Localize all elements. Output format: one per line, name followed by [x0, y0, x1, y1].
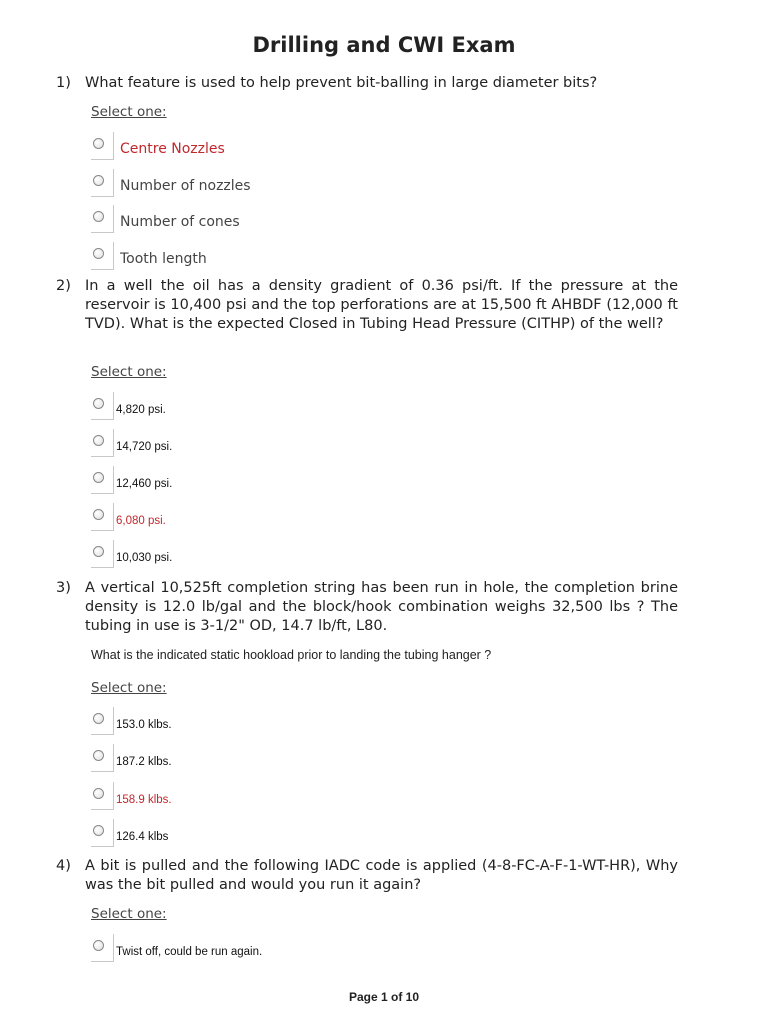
select-one-label: Select one: — [91, 104, 167, 120]
question-text: What feature is used to help prevent bit-balling in large diameter bits? — [85, 75, 598, 91]
select-one-label: Select one: — [91, 906, 167, 922]
page-total: 10 — [405, 990, 420, 1004]
question-subtext: What is the indicated static hookload prior to landing the tubing hanger ? — [91, 648, 492, 662]
page-title: Drilling and CWI Exam — [252, 33, 516, 57]
option-label: Twist off, could be run again. — [116, 946, 263, 958]
option-label: 10,030 psi. — [116, 552, 173, 564]
radio-button[interactable] — [93, 825, 104, 836]
question-2 — [56, 277, 678, 334]
radio-button[interactable] — [93, 398, 104, 409]
question-text: A vertical 10,525ft completion string has been run in hole, the completion brine density is 12.0 lb/gal and the block/hook combination weighs 32,500 lbs ? The tubing in use is 3-1/2" OD, 14.7 lb/ft, L80. — [85, 580, 678, 634]
option-label: 6,080 psi. — [116, 515, 166, 527]
option-label: 14,720 psi. — [116, 441, 173, 453]
question-1 — [56, 74, 678, 93]
radio-button[interactable] — [93, 713, 104, 724]
question-text: A bit is pulled and the following IADC code is applied (4-8-FC-A-F-1-WT-HR), Why was the bit pulled and would you run it again? — [85, 858, 678, 893]
question-4 — [56, 857, 678, 895]
option-label: 12,460 psi. — [116, 478, 173, 490]
radio-button[interactable] — [93, 175, 104, 186]
radio-button[interactable] — [93, 472, 104, 483]
radio-button[interactable] — [93, 248, 104, 259]
question-number: 3) — [56, 580, 71, 596]
radio-button[interactable] — [93, 138, 104, 149]
option-label: 158.9 klbs. — [116, 794, 172, 806]
option-label: 187.2 klbs. — [116, 756, 172, 768]
question-number: 2) — [56, 278, 71, 294]
option-label: Centre Nozzles — [120, 141, 225, 157]
page-footer — [0, 990, 768, 1004]
question-3 — [56, 579, 678, 636]
option-label: 126.4 klbs — [116, 831, 169, 843]
radio-button[interactable] — [93, 940, 104, 951]
page-number: 1 — [380, 990, 388, 1004]
select-one-label: Select one: — [91, 680, 167, 696]
radio-button[interactable] — [93, 750, 104, 761]
option-label: Number of nozzles — [120, 178, 251, 194]
question-number: 1) — [56, 75, 71, 91]
radio-button[interactable] — [93, 211, 104, 222]
question-text: In a well the oil has a density gradient of 0.36 psi/ft. If the pressure at the reservoir is 10,400 psi and the top perforations are at 15,500 ft AHBDF (12,000 ft TVD). What is the expected Closed in Tubing Head Pressure (CITHP) of the well? — [85, 278, 678, 332]
option-label: 4,820 psi. — [116, 404, 166, 416]
radio-button[interactable] — [93, 546, 104, 557]
radio-button[interactable] — [93, 788, 104, 799]
footer-mid: of — [387, 990, 406, 1004]
option-label: Tooth length — [120, 251, 207, 267]
option-label: 153.0 klbs. — [116, 719, 172, 731]
select-one-label: Select one: — [91, 364, 167, 380]
radio-button[interactable] — [93, 509, 104, 520]
radio-button[interactable] — [93, 435, 104, 446]
option-label: Number of cones — [120, 214, 240, 230]
question-number: 4) — [56, 858, 71, 874]
footer-prefix: Page — [348, 990, 381, 1004]
